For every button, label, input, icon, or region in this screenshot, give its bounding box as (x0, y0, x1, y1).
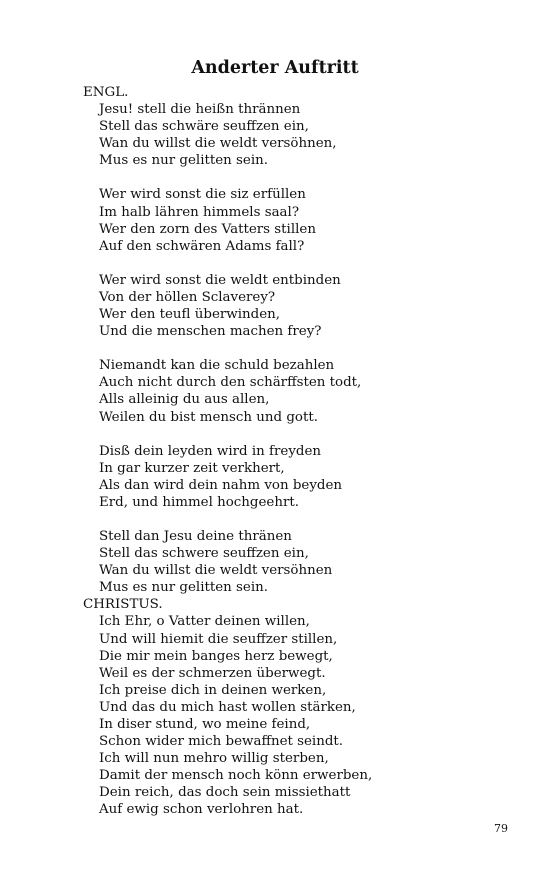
verse-line: Die mir mein banges herz bewegt, (99, 648, 333, 664)
verse-line: Wer wird sonst die weldt entbinden (99, 272, 341, 288)
speaker-name: ENGL. (83, 85, 129, 100)
verse-line: Weil es der schmerzen überwegt. (99, 665, 326, 681)
verse-line: In gar kurzer zeit verkhert, (99, 460, 285, 476)
verse-line: Und die menschen machen frey? (99, 324, 322, 340)
stanza-gap (83, 340, 523, 357)
verse-line: Schon wider mich bewaffnet seindt. (99, 734, 344, 750)
verse-line: Mus es nur gelitten sein. (99, 153, 269, 169)
verse-line: Ich Ehr, o Vatter deinen willen, (99, 614, 310, 630)
stanza (99, 528, 523, 596)
stanza (99, 272, 523, 340)
verse-line: Stell das schwere seuffzen ein, (99, 546, 309, 562)
verse-line: Und das du mich hast wollen stärken, (99, 699, 356, 715)
verse-line: Damit der mensch noch könn erwerben, (99, 768, 373, 784)
verse-line: Disß dein leyden wird in freyden (99, 443, 322, 459)
page-number: 79 (494, 822, 508, 835)
verse-line: Von der höllen Sclaverey? (99, 289, 276, 305)
stanza-gap (83, 169, 523, 186)
verse-line: Auf den schwären Adams fall? (99, 238, 305, 254)
verse-line: Alls alleinig du aus allen, (99, 392, 270, 408)
verse-line: Auch nicht durch den schärffsten todt, (99, 375, 362, 391)
verse-line: Wer wird sonst die siz erfüllen (99, 187, 306, 203)
verse-line: Wan du willst die weldt versöhnen, (99, 136, 337, 152)
verse-line: Stell dan Jesu deine thränen (99, 528, 292, 544)
verse-line: Mus es nur gelitten sein. (99, 580, 269, 596)
verse-line: Wer den teufl überwinden, (99, 307, 281, 323)
stanza (99, 613, 523, 818)
verse-line: Als dan wird dein nahm von beyden (99, 477, 343, 493)
verse-line: In diser stund, wo meine feind, (99, 717, 311, 732)
verse-line: Niemandt kan die schuld bezahlen (99, 358, 335, 374)
verse-line: Wer den zorn des Vatters stillen (99, 221, 316, 237)
stanza-gap (83, 255, 523, 272)
stanza (99, 443, 523, 511)
verse-line: Und will hiemit die seuffzer stillen, (99, 631, 338, 647)
stanza (99, 186, 523, 254)
verse-line: Ich will nun mehro willig sterben, (99, 751, 329, 767)
scene-heading: Anderter Auftritt (191, 58, 359, 78)
verse-line: Jesu! stell die heißn thrännen (99, 102, 301, 118)
verse-line: Erd, und himmel hochgeehrt. (99, 494, 299, 510)
stanza (99, 357, 523, 425)
play-text (83, 84, 523, 819)
verse-line: Dein reich, das doch sein missiethatt (99, 785, 351, 801)
speaker-name: CHRISTUS. (83, 597, 163, 613)
stanza-gap (83, 511, 523, 528)
verse-line: Im halb lähren himmels saal? (99, 204, 299, 220)
verse-line: Stell das schwäre seuffzen ein, (99, 119, 309, 135)
verse-line: Wan du willst die weldt versöhnen (99, 563, 333, 579)
stanza (99, 101, 523, 169)
verse-line: Auf ewig schon verlohren hat. (99, 802, 304, 818)
verse-line: Ich preise dich in deinen werken, (99, 682, 327, 698)
stanza-gap (83, 426, 523, 443)
verse-line: Weilen du bist mensch und gott. (99, 409, 319, 425)
